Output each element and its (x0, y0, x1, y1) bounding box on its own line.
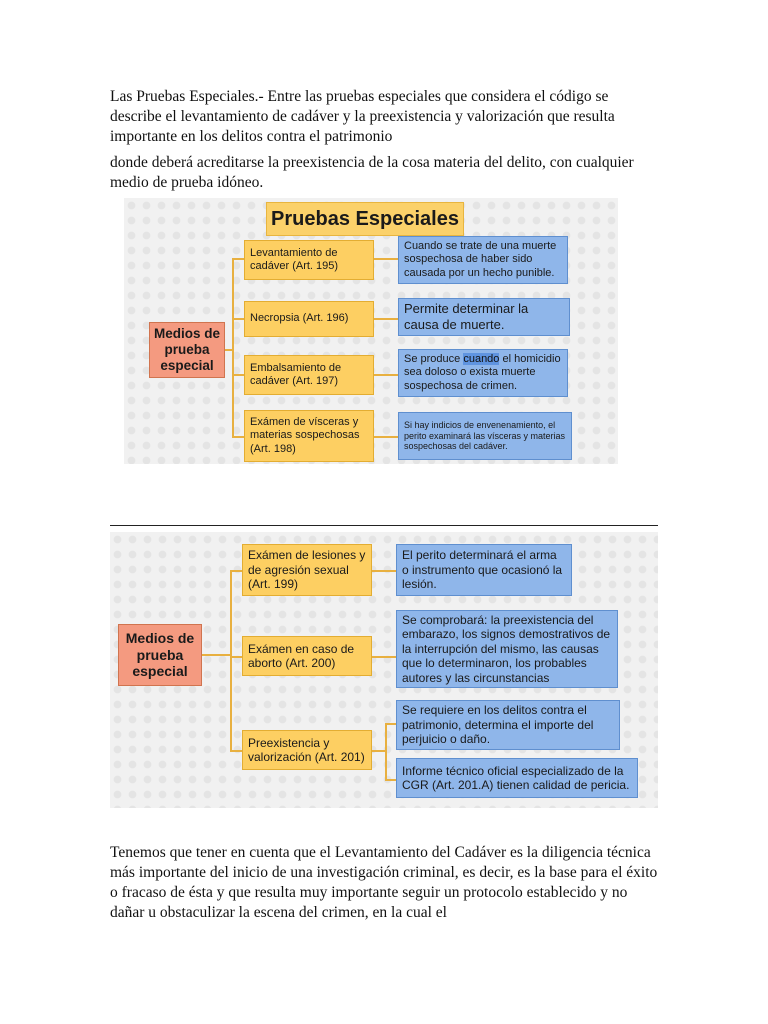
paragraph-intro: Las Pruebas Especiales.- Entre las pruebas especiales que considera el código se describe el levantamiento de cadáver y la preexistencia y valorización que resulta importante en los delitos contra el patrimonio (110, 88, 615, 145)
connector2-link-3 (372, 750, 386, 752)
connector2-branch-3 (230, 750, 242, 752)
highlighted-word: cuando (463, 353, 500, 366)
description-examen-lesiones: El perito determinará el arma o instrumento que ocasionó la lesión. (396, 544, 572, 596)
connector-link-2 (374, 318, 398, 320)
connector-branch-2 (232, 318, 244, 320)
connector2-fork-top (385, 723, 396, 725)
description-preexistencia-1: Se requiere en los delitos contra el patrimonio, determina el importe del perjuicio o daño. (396, 700, 620, 750)
node-preexistencia-valorizacion: Preexistencia y valorización (Art. 201) (242, 730, 372, 770)
connector-branch-1 (232, 258, 244, 260)
description-embalsamiento (398, 349, 568, 397)
connector2-branch-2 (230, 656, 242, 658)
connector2-root (202, 654, 232, 656)
diagram-root-node: Medios de prueba especial (149, 322, 225, 378)
node-examen-aborto: Exámen en caso de aborto (Art. 200) (242, 636, 372, 676)
node-examen-lesiones: Exámen de lesiones y de agresión sexual (Art. 199) (242, 544, 372, 596)
connector2-fork (385, 723, 387, 781)
diagram-medios-prueba-especial (110, 532, 658, 808)
connector-branch-4 (232, 436, 244, 438)
description-embalsamiento-end: el homicidio sea doloso o exista muerte sospechosa de crimen. (404, 353, 561, 392)
connector2-link-1 (372, 570, 396, 572)
node-necropsia: Necropsia (Art. 196) (244, 301, 374, 337)
connector-link-3 (374, 374, 398, 376)
node-examen-visceras: Exámen de vísceras y materias sospechosas (Art. 198) (244, 410, 374, 462)
diagram-pruebas-especiales (124, 198, 618, 464)
connector-branch-3 (232, 374, 244, 376)
diagram2-root-node: Medios de prueba especial (118, 624, 202, 686)
node-levantamiento-cadaver: Levantamiento de cadáver (Art. 195) (244, 240, 374, 280)
connector2-trunk (230, 570, 232, 750)
paragraph-preexistencia: donde deberá acreditarse la preexistencia de la cosa materia del delito, con cualquier medio de prueba idóneo. (110, 154, 634, 191)
description-examen-visceras: Si hay indicios de envenenamiento, el perito examinará las vísceras y materias sospechosas del cadáver. (398, 412, 572, 460)
description-levantamiento: Cuando se trate de una muerte sospechosa de haber sido causada por un hecho punible. (398, 236, 568, 284)
description-preexistencia-2: Informe técnico oficial especializado de la CGR (Art. 201.A) tienen calidad de pericia. (396, 758, 638, 798)
paragraph-levantamiento: Tenemos que tener en cuenta que el Levantamiento del Cadáver es la diligencia técnica más importante del inicio de una investigación criminal, es decir, es la base para el éxito o fracaso de ésta y que resulta muy importante seguir un protocolo establecido y no dañar u obstaculizar la escena del crimen, en la cual el (110, 844, 658, 921)
connector2-branch-1 (230, 570, 242, 572)
connector2-link-2 (372, 656, 396, 658)
horizontal-rule (110, 525, 658, 526)
connector2-fork-bottom (385, 779, 396, 781)
description-embalsamiento-start: Se produce (404, 353, 464, 366)
node-embalsamiento: Embalsamiento de cadáver (Art. 197) (244, 355, 374, 395)
description-necropsia: Permite determinar la causa de muerte. (398, 298, 570, 336)
diagram-title: Pruebas Especiales (266, 202, 464, 236)
connector-link-4 (374, 436, 398, 438)
connector-link-1 (374, 258, 398, 260)
connector-trunk (232, 258, 234, 437)
description-examen-aborto: Se comprobará: la preexistencia del embarazo, los signos demostrativos de la interrupción del mismo, las causas que lo determinaron, los probables autores y las circunstancias (396, 610, 618, 688)
